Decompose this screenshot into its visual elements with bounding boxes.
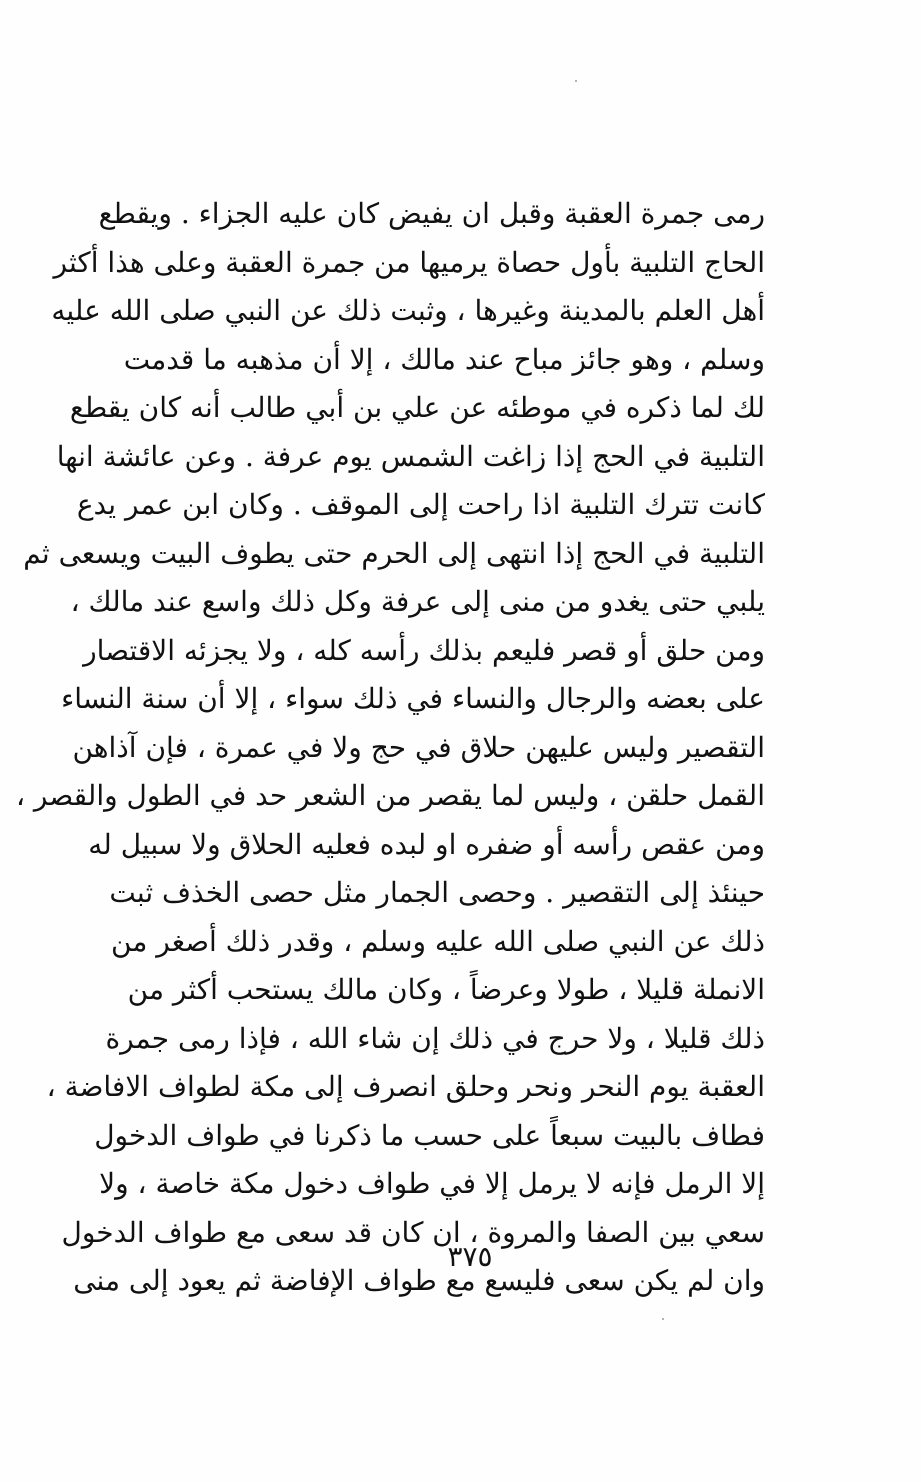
text-line: ذلك عن النبي صلى الله عليه وسلم ، وقدر ذلك أصغر من — [111, 924, 765, 958]
text-line: وان لم يكن سعى فليسع مع طواف الإفاضة ثم يعود إلى منى — [73, 1264, 765, 1297]
text-line: إلا الرمل فإنه لا يرمل إلا في طواف دخول مكة خاصة ، ولا — [99, 1167, 765, 1200]
text-line: وسلم ، وهو جائز مباح عند مالك ، إلا أن مذهبه ما قدمت — [123, 342, 765, 376]
text-line: على بعضه والرجال والنساء في ذلك سواء ، إلا أن سنة النساء — [61, 682, 765, 715]
page-number: ٣٧٥ — [447, 1240, 493, 1273]
text-line: ومن عقص رأسه أو ضفره او لبده فعليه الحلاق ولا سبيل له — [88, 827, 765, 861]
text-line: القمل حلقن ، وليس لما يقصر من الشعر حد في الطول والقصر ، — [15, 779, 765, 812]
text-line: لك لما ذكره في موطئه عن علي بن أبي طالب أنه كان يقطع — [69, 391, 765, 424]
text-line: التلبية في الحج إذا انتهى إلى الحرم حتى يطوف البيت ويسعى ثم — [23, 536, 765, 570]
paper-speck — [575, 80, 577, 82]
body-text — [15, 190, 765, 1306]
text-line: أهل العلم بالمدينة وغيرها ، وثبت ذلك عن النبي صلى الله عليه — [51, 294, 765, 327]
text-line: ومن حلق أو قصر فليعم بذلك رأسه كله ، ولا يجزئه الاقتصار — [83, 633, 765, 667]
text-line: العقبة يوم النحر ونحر وحلق انصرف إلى مكة لطواف الافاضة ، — [46, 1070, 765, 1103]
text-line: ذلك قليلا ، ولا حرج في ذلك إن شاء الله ، فإذا رمى جمرة — [105, 1021, 765, 1055]
text-line: رمى جمرة العقبة وقبل ان يفيض كان عليه الجزاء . ويقطع — [98, 197, 765, 230]
text-line: سعي بين الصفا والمروة ، ان كان قد سعى مع طواف الدخول — [61, 1215, 765, 1249]
text-line: التقصير وليس عليهن حلاق في حج ولا في عمرة ، فإن آذاهن — [72, 730, 765, 764]
text-line: الانملة قليلا ، طولا وعرضاً ، وكان مالك يستحب أكثر من — [127, 973, 765, 1006]
text-line: فطاف بالبيت سبعاً على حسب ما ذكرنا في طواف الدخول — [94, 1118, 765, 1152]
text-line: التلبية في الحج إذا زاغت الشمس يوم عرفة . وعن عائشة انها — [56, 439, 765, 473]
text-line: كانت تترك التلبية اذا راحت إلى الموقف . وكان ابن عمر يدع — [76, 488, 765, 521]
text-line: الحاج التلبية بأول حصاة يرميها من جمرة العقبة وعلى هذا أكثر — [53, 245, 765, 279]
text-line: حينئذ إلى التقصير . وحصى الجمار مثل حصى الخذف ثبت — [109, 876, 765, 909]
paper-speck — [662, 1318, 664, 1320]
text-line: يلبي حتى يغدو من منى إلى عرفة وكل ذلك واسع عند مالك ، — [70, 585, 765, 618]
